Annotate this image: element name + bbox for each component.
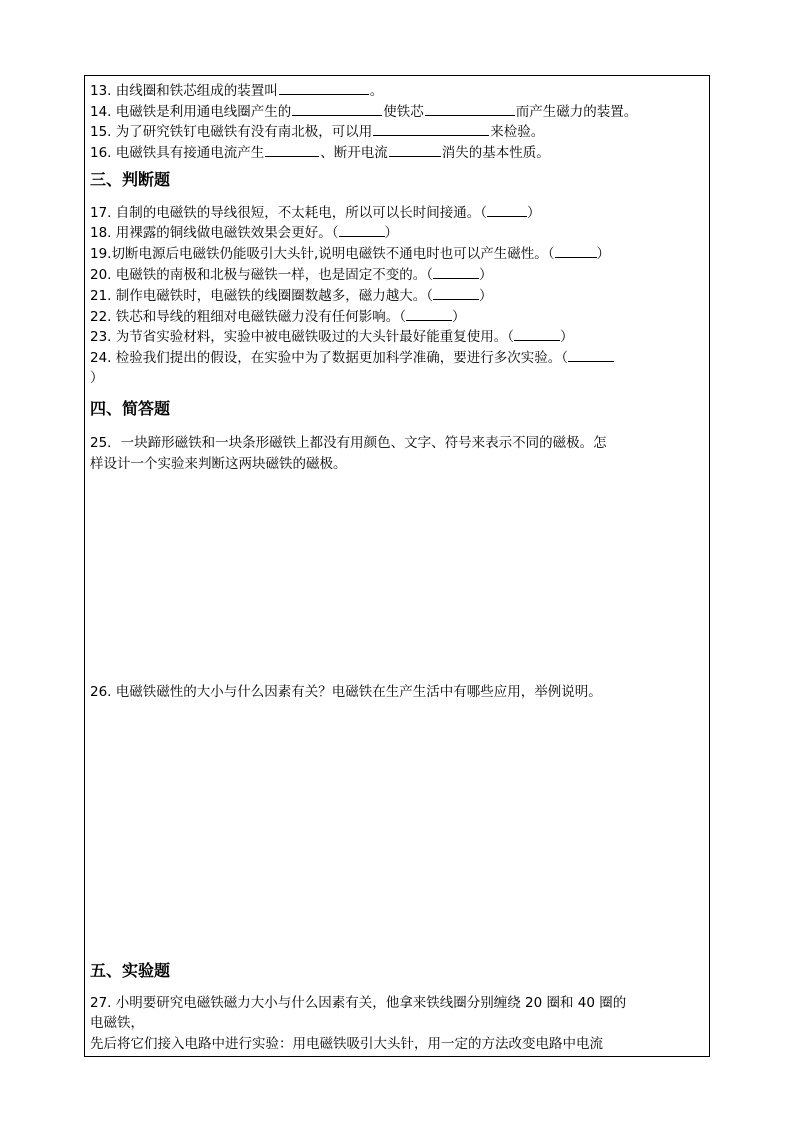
question-13-end: 。 (369, 83, 384, 99)
section-heading-short-answer: 四、简答题 (90, 399, 171, 418)
question-20-text: 20. 电磁铁的南极和北极与磁铁一样，也是固定不变的。（ (90, 267, 434, 283)
section-heading-judgment: 三、判断题 (90, 170, 171, 189)
question-24-end: ） (90, 370, 104, 386)
answer-blank-18[interactable] (339, 222, 385, 237)
question-20-end: ） (479, 267, 493, 283)
question-14-text: 14. 电磁铁是利用通电线圈产生的 (90, 104, 292, 120)
question-27-line2: 电磁铁， (90, 1015, 144, 1031)
question-19-end: ） (596, 246, 611, 262)
question-17-text: 17. 自制的电磁铁的导线很短，不太耗电，所以可以长时间接通。（ (90, 205, 488, 221)
question-16-text: 16. 电磁铁具有接通电流产生 (90, 145, 265, 161)
answer-blank-15[interactable] (373, 120, 489, 136)
answer-blank-16a[interactable] (265, 141, 319, 157)
question-25-line1: 25．一块蹄形磁铁和一块条形磁铁上都没有用颜色、文字、符号来表示不同的磁极。怎 (90, 435, 607, 451)
question-16-end: 消失的基本性质。 (441, 145, 550, 161)
question-14 (90, 100, 637, 122)
question-22-text: 22. 铁芯和导线的粗细对电磁铁磁力没有任何影响。（ (90, 309, 407, 325)
question-23-end: ） (560, 329, 574, 345)
answer-blank-14b[interactable] (425, 100, 515, 116)
question-17 (90, 202, 541, 223)
question-21 (90, 285, 493, 306)
answer-blank-21[interactable] (433, 285, 479, 300)
question-20 (90, 264, 493, 285)
question-15 (90, 120, 544, 142)
question-19 (90, 243, 610, 264)
answer-area-26[interactable] (90, 706, 702, 951)
question-21-text: 21. 制作电磁铁时，电磁铁的线圈圈数越多，磁力越大。（ (90, 288, 434, 304)
answer-blank-20[interactable] (433, 264, 479, 279)
question-24-text: 24. 检验我们提出的假设，在实验中为了数据更加科学准确，要进行多次实验。（ (90, 350, 569, 366)
answer-blank-13[interactable] (279, 79, 369, 95)
answer-blank-17[interactable] (487, 202, 527, 217)
question-23 (90, 326, 574, 347)
answer-blank-23[interactable] (514, 326, 560, 341)
question-16-mid: 、断开电流 (320, 145, 388, 161)
answer-area-25[interactable] (90, 478, 702, 678)
question-15-text: 15. 为了研究铁钉电磁铁有没有南北极，可以用 (90, 124, 373, 140)
question-25-line2: 样设计一个实验来判断这两块磁铁的磁极。 (90, 456, 347, 472)
question-27-line1: 27. 小明要研究电磁铁磁力大小与什么因素有关，他拿来铁线圈分别缠绕 20 圈和 40 圈的 (90, 995, 627, 1011)
question-18-text: 18. 用裸露的铜线做电磁铁效果会更好。（ (90, 225, 339, 241)
answer-blank-16b[interactable] (389, 141, 441, 157)
section-heading-experiment: 五、实验题 (90, 961, 171, 980)
question-21-end: ） (479, 288, 493, 304)
question-18-end: ） (384, 225, 399, 241)
question-14-end: 而产生磁力的装置。 (515, 104, 638, 120)
question-27-line3: 先后将它们接入电路中进行实验：用电磁铁吸引大头针，用一定的方法改变电路中电流 (90, 1036, 603, 1052)
question-15-end: 来检验。 (490, 124, 545, 140)
question-22-end: ） (452, 309, 466, 325)
answer-blank-24[interactable] (568, 347, 614, 362)
answer-blank-19[interactable] (555, 243, 597, 258)
answer-blank-22[interactable] (406, 306, 452, 321)
question-19-text: 19.切断电源后电磁铁仍能吸引大头针,说明电磁铁不通电时也可以产生磁性。（ (90, 246, 555, 262)
question-18 (90, 222, 398, 243)
question-24-wrap (90, 368, 104, 388)
question-14-mid: 使铁芯 (383, 104, 424, 120)
question-24 (90, 347, 614, 368)
question-13 (90, 79, 383, 101)
question-13-text: 13. 由线圈和铁芯组成的装置叫 (90, 83, 278, 99)
question-26-line1: 26. 电磁铁磁性的大小与什么因素有关？电磁铁在生产生活中有哪些应用，举例说明。 (90, 684, 602, 700)
question-22 (90, 306, 466, 327)
question-17-end: ） (527, 205, 541, 221)
answer-blank-14a[interactable] (292, 100, 382, 116)
question-23-text: 23. 为节省实验材料，实验中被电磁铁吸过的大头针最好能重复使用。（ (90, 329, 515, 345)
question-16 (90, 141, 550, 163)
